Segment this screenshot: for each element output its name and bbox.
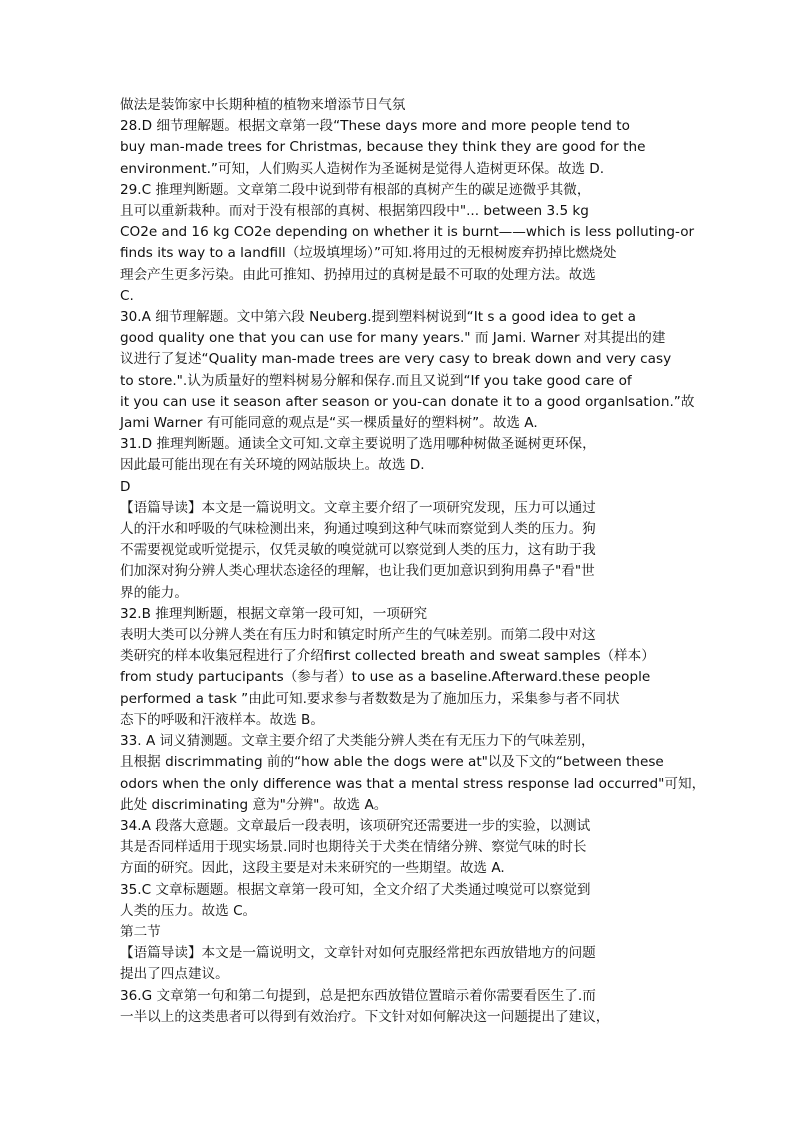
text-line: 29.C 推理判断题。文章第二段中说到带有根部的真树产生的碳足迹微乎其微， [120, 181, 591, 198]
text-line: 其是否同样适用于现实场景.同时也期待关于犬类在情绪分辨、察觉气味的时长 [120, 839, 587, 856]
text-line: 34.A 段落大意题。文章最后一段表明，该项研究还需要进一步的实验，以测试 [120, 817, 591, 834]
text-line: buy man-made trees for Christmas, because they think they are good for the [120, 139, 646, 156]
text-line: 人类的压力。故选 C。 [120, 902, 257, 919]
text-line: 且可以重新栽种。而对于没有根部的真树、根据第四段中"... between 3.5 kg [120, 203, 589, 220]
text-line: 做法是装饰家中长期种植的植物来增添节日气氛 [120, 97, 406, 113]
text-line: 31.D 推理判断题。通读全文可知.文章主要说明了选用哪种树做圣诞树更环保， [120, 436, 596, 453]
text-line: 议进行了复述“Quality man-made trees are very casy to break down and very casy [120, 351, 672, 368]
text-line: 且根据 discrimmating 前的“how able the dogs were at"以及下文的“between these [120, 754, 664, 771]
text-line: 理会产生更多污染。由此可推知、扔掉用过的真树是最不可取的处理方法。故选 [120, 266, 596, 283]
text-line: 们加深对狗分辨人类心理状态途径的理解，也让我们更加意识到狗用鼻子"看"世 [120, 563, 595, 580]
text-line: Jami Warner 有可能同意的观点是“买一棵质量好的塑料树”。故选 A. [120, 415, 538, 432]
text-line: environment.”可知，人们购买人造树作为圣诞树是觉得人造树更环保。故选 D. [120, 160, 605, 177]
text-line: 35.C 文章标题题。根据文章第一段可知，全文介绍了犬类通过嗅觉可以察觉到 [120, 881, 591, 898]
text-line: 33. A 词义猜测题。文章主要介绍了犬类能分辨人类在有无压力下的气味差别， [120, 733, 595, 750]
text-line: D [120, 478, 131, 495]
text-line: 因此最可能出现在有关环境的网站版块上。故选 D. [120, 457, 425, 474]
text-line: it you can use it season after season or you-can donate it to a good organlsation.”故 [120, 393, 695, 410]
text-line: performed a task ”由此可知.要求参与者数数是为了施加压力，采集参与者不同状 [120, 690, 620, 707]
text-line: CO2e and 16 kg CO2e depending on whether it is burnt——which is less polluting-or [120, 224, 695, 241]
text-line: 【语篇导读】本文是一篇说明文，文章针对如何克服经常把东西放错地方的问题 [120, 945, 596, 962]
text-line: 态下的呼吸和汗液样本。故选 B。 [120, 711, 324, 728]
text-line: 人的汗水和呼吸的气味检测出来，狗通过嗅到这种气味而察觉到人类的压力。狗 [120, 521, 596, 538]
text-line: finds its way to a landfill（垃圾填埋场）”可知.将用过的无根树废弃扔掉比燃烧处 [120, 245, 617, 262]
text-line: 提出了四点建议。 [120, 966, 229, 983]
text-line: from study partucipants（参与者）to use as a baseline.Afterward.these people [120, 669, 651, 686]
text-line: 类研究的样本收集冠程进行了介绍first collected breath and sweat samples（样本） [120, 648, 655, 665]
text-line: 此处 discriminating 意为"分辨"。故选 A。 [120, 796, 388, 813]
text-line: 【语篇导读】本文是一篇说明文。文章主要介绍了一项研究发现，压力可以通过 [120, 499, 596, 516]
text-line: 36.G 文章第一句和第二句提到，总是把东西放错位置暗示着你需要看医生了.而 [120, 987, 596, 1004]
text-line: 28.D 细节理解题。根据文章第一段“These days more and more people tend to [120, 118, 630, 135]
text-line: 界的能力。 [120, 584, 188, 601]
text-line: 一半以上的这类患者可以得到有效治疗。下文针对如何解决这一问题提出了建议， [120, 1008, 610, 1025]
text-line: 32.B 推理判断题，根据文章第一段可知，一项研究 [120, 605, 428, 622]
text-line: odors when the only difference was that a mental stress response lad occurred"可知， [120, 775, 706, 792]
document-body [120, 95, 706, 1028]
text-line: 表明大类可以分辨人类在有压力时和镇定时所产生的气味差别。而第二段中对这 [120, 627, 596, 644]
text-line: 第二节 [120, 923, 161, 940]
text-line: to store.".认为质量好的塑料树易分解和保存.而且又说到“If you take good care of [120, 372, 632, 389]
text-line: C. [120, 287, 134, 304]
text-line: 方面的研究。因此，这段主要是对未来研究的一些期望。故选 A. [120, 860, 505, 877]
text-line: 30.A 细节理解题。文中第六段 Neuberg.提到塑料树说到“It s a good idea to get a [120, 309, 637, 326]
text-line: 不需要视觉或听觉提示，仅凭灵敏的嗅觉就可以察觉到人类的压力，这有助于我 [120, 542, 596, 559]
text-line: good quality one that you can use for many years." 而 Jami. Warner 对其提出的建 [120, 330, 666, 347]
